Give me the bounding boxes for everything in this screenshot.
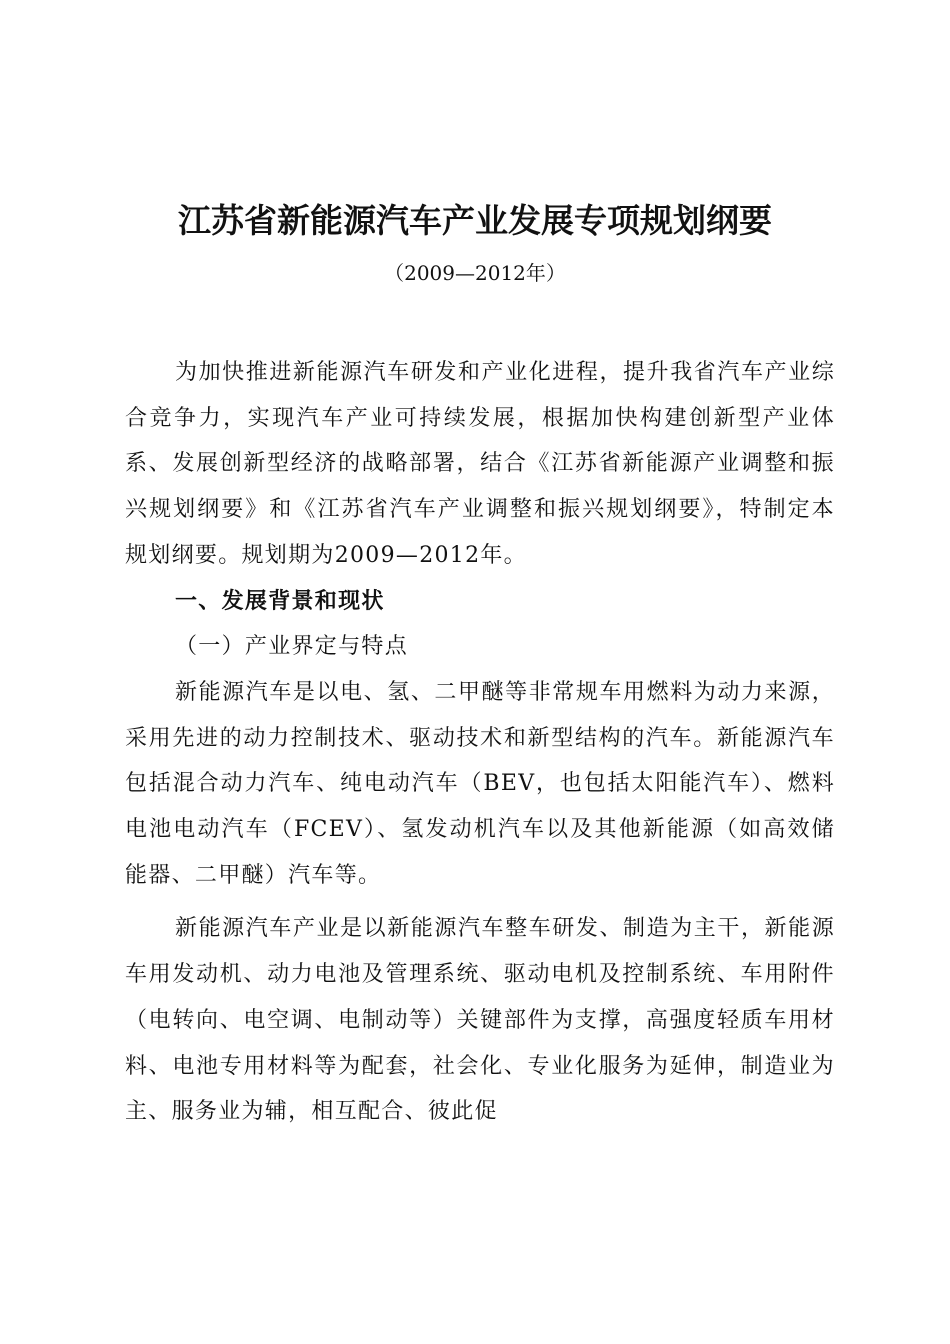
document-subtitle: （2009—2012年） xyxy=(384,261,566,285)
document-body xyxy=(125,350,835,1135)
section-heading: 一、发展背景和现状 xyxy=(175,587,385,614)
intro-paragraph: 为加快推进新能源汽车研发和产业化进程，提升我省汽车产业综合竞争力，实现汽车产业可持续发展，根据加快构建创新型产业体系、发展创新型经济的战略部署，结合《江苏省新能源产业调整和振兴规划纲要》和《江苏省汽车产业调整和振兴规划纲要》，特制定本规划纲要。规划期为2009—2012年。 xyxy=(125,360,835,568)
subsection-heading: （一）产业界定与特点 xyxy=(175,634,409,660)
paragraph-gap xyxy=(125,898,835,906)
definition-paragraph: 新能源汽车是以电、氢、二甲醚等非常规车用燃料为动力来源，采用先进的动力控制技术、驱动技术和新型结构的汽车。新能源汽车包括混合动力汽车、纯电动汽车（BEV，也包括太阳能汽车）、燃料电池电动汽车（FCEV）、氢发动机汽车以及其他新能源（如高效储能器、二甲醚）汽车等。 xyxy=(125,679,835,888)
document-title: 江苏省新能源汽车产业发展专项规划纲要 xyxy=(178,201,772,240)
industry-paragraph: 新能源汽车产业是以新能源汽车整车研发、制造为主干，新能源车用发动机、动力电池及管理系统、驱动电机及控制系统、车用附件（电转向、电空调、电制动等）关键部件为支撑，高强度轻质车用材料、电池专用材料等为配套，社会化、专业化服务为延伸，制造业为主、服务业为辅，相互配合、彼此促 xyxy=(125,916,835,1125)
